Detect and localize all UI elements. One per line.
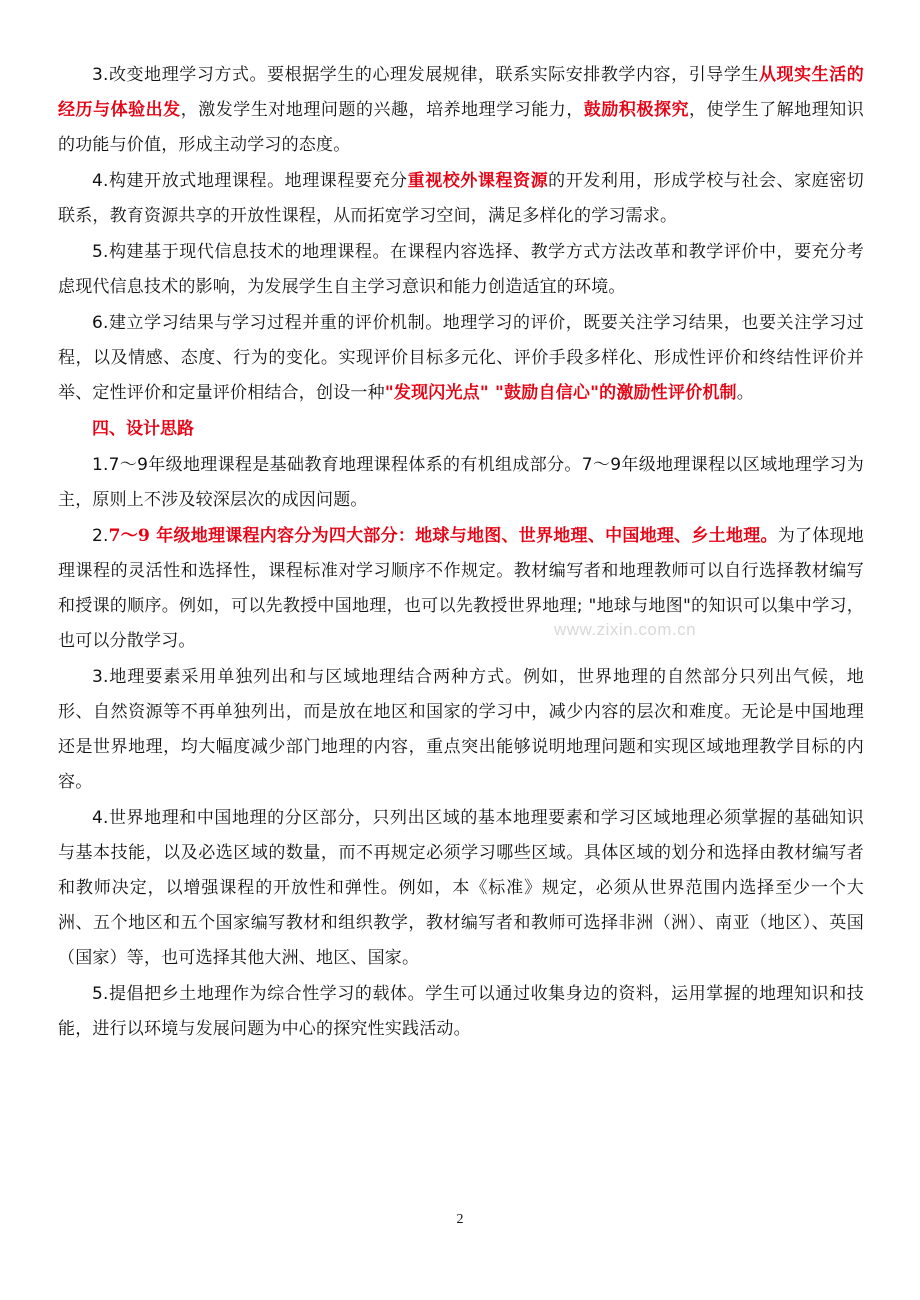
watermark: www.zixin.com.cn: [554, 620, 697, 639]
section-heading-design: 四、设计思路: [92, 419, 194, 439]
highlighted-text: 鼓励积极探究: [583, 100, 690, 120]
paragraph-text: 6.: [92, 313, 109, 333]
paragraph-text: ，激发学生对地理问题的兴趣，培养地理学习能力，: [180, 100, 584, 120]
paragraph-text: 改变地理学习方式。要根据学生的心理发展规律，联系实际安排教学内容，引导学生: [108, 65, 759, 85]
paragraph-text: 地理要素采用单独列出和与区域地理结合两种方式。例如，世界地理的自然部分只列出气候，地形、自然资源等不再单独列出，而是放在地区和国家的学习中，减少内容的层次和难度。无论是中国地理还是世界地理，均大幅度减少部门地理的内容，重点突出能够说明地理问题和实现区域地理教学目标的内容。: [58, 667, 864, 792]
page-number: 2: [456, 1212, 464, 1227]
paragraph-text: ，使学生了解地理知识的功能与价值，形成主动学习的态度。: [58, 100, 864, 155]
paragraph-text: 构建基于现代信息技术的地理课程。在课程内容选择、教学方式方法改革和教学评价中，要充分考虑现代信息技术的影响，为发展学生自主学习意识和能力创造适宜的环境。: [58, 242, 864, 297]
highlighted-text: 7～9 年级地理课程内容分为四大部分：地球与地图、世界地理、中国地理、乡土地理。: [108, 526, 778, 546]
paragraph-text: 提倡把乡土地理作为综合性学习的载体。学生可以通过收集身边的资料，运用掌握的地理知识和技能，进行以环境与发展问题为中心的探究性实践活动。: [58, 984, 864, 1039]
paragraph-d3-elements: [58, 660, 864, 800]
paragraph-text: 年级地理课程以区域地理学习为主，原则上不涉及较深层次的成因问题。: [58, 455, 865, 510]
paragraph-text: 世界地理和中国地理的分区部分，只列出区域的基本地理要素和学习区域地理必须掌握的基础知识与基本技能，以及必选区域的数量，而不再规定必须学习哪些区域。具体区域的划分和选择由教材编写者和教师决定，以增强课程的开放性和弹性。例如，本《标准》规定，必须从世界范围内选择至少一个大洲、五个地区和五个国家编写教材和组织教学，教材编写者和教师可选择非洲（洲）、南亚（地区）、英国（国家）等，也可选择其他大洲、地区、国家。: [58, 808, 864, 968]
paragraph-text: 3.: [92, 667, 109, 687]
paragraph-text: 7～9: [581, 455, 622, 475]
paragraph-d1-system: [58, 448, 864, 518]
paragraph-p3-learning-method: [58, 58, 864, 163]
paragraph-text: 的知识可以集中学习，也可以分散学习。: [58, 596, 865, 651]
paragraph-text: 5.: [92, 242, 109, 262]
paragraph-p5-it-curriculum: [58, 235, 864, 305]
design-section: [58, 448, 864, 1047]
paragraph-text: 4.: [92, 808, 109, 828]
highlighted-text: 重视校外课程资源: [407, 171, 549, 191]
paragraph-text: 为了体现地理课程的灵活性和选择性，课程标准对学习顺序不作规定。教材编写者和地理教师可以自行选择教材编写和授课的顺序。例如，可以先教授中国地理，也可以先教授世界地理: [58, 526, 865, 616]
paragraph-text: 4.: [92, 171, 109, 191]
paragraph-text: 构建开放式地理课程。地理课程要充分: [108, 171, 408, 191]
paragraph-d4-regions: [58, 801, 864, 976]
paragraph-p4-open-curriculum: [58, 164, 864, 234]
paragraph-text: 2.: [92, 526, 109, 546]
principles-section: [58, 58, 864, 411]
document-body: [58, 58, 864, 1048]
highlighted-text: 从现实生活的经历与体验出发: [58, 65, 865, 120]
paragraph-text: 建立学习结果与学习过程并重的评价机制。地理学习的评价，既要关注学习结果，也要关注学习过程，以及情感、态度、行为的变化。实现评价目标多元化、评价手段多样化、形成性评价和终结性评价并举、定性评价和定量评价相结合，创设一种: [58, 313, 864, 403]
paragraph-text: 1.7～9: [92, 455, 149, 475]
paragraph-text: 5.: [92, 984, 109, 1004]
paragraph-text: 的开发利用，形成学校与社会、家庭密切联系，教育资源共享的开放性课程，从而拓宽学习空间，满足多样化的学习需求。: [58, 171, 864, 226]
paragraph-text: 3.: [92, 65, 109, 85]
paragraph-text: 。: [736, 383, 754, 403]
paragraph-text: 年级地理课程是基础教育地理课程体系的有机组成部分。: [148, 455, 582, 475]
paragraph-p6-evaluation: [58, 306, 864, 411]
paragraph-d2-four-parts: [58, 519, 864, 659]
paragraph-text: ; "地球与地图": [576, 596, 692, 616]
paragraph-d5-local: [58, 977, 864, 1047]
highlighted-text: "发现闪光点" "鼓励自信心"的激励性评价机制: [384, 383, 737, 403]
